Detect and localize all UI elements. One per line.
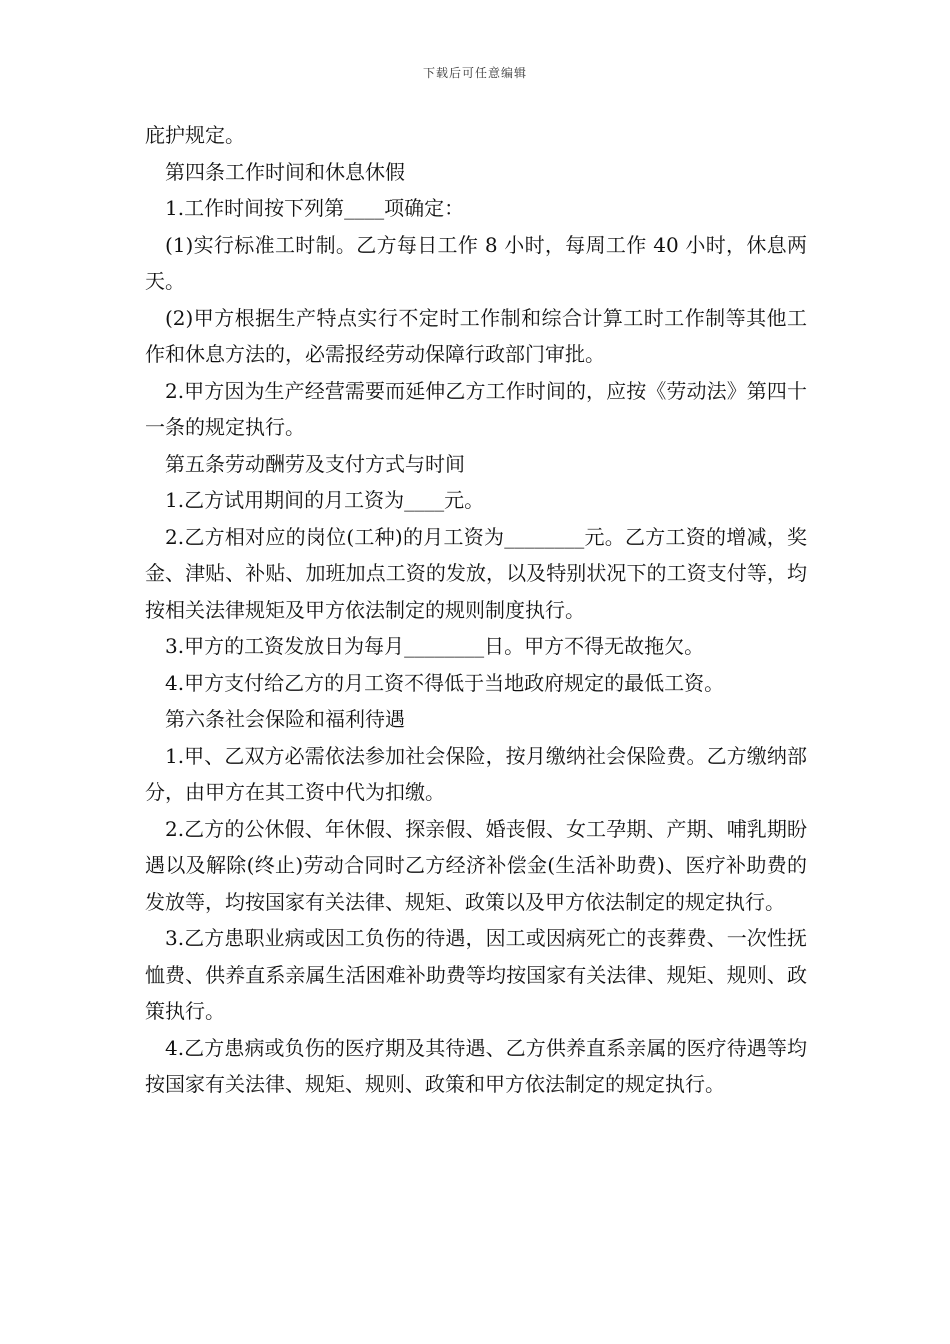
section-heading: 第五条劳动酬劳及支付方式与时间 bbox=[165, 451, 465, 476]
paragraph: 2.乙方相对应的岗位(工种)的月工资为________元。乙方工资的增减，奖金、津贴、补贴、加班加点工资的发放，以及特别状况下的工资支付等，均按相关法律规矩及甲方依法制定的规则制度执行。 bbox=[145, 524, 807, 622]
paragraph: 1.工作时间按下列第____项确定： bbox=[165, 196, 465, 220]
paragraph: (2)甲方根据生产特点实行不定时工作制和综合计算工时工作制等其他工作和休息方法的，必需报经劳动保障行政部门审批。 bbox=[145, 305, 807, 366]
section-heading: 第四条工作时间和休息休假 bbox=[165, 159, 405, 184]
paragraph: 3.乙方患职业病或因工负伤的待遇，因工或因病死亡的丧葬费、一次性抚恤费、供养直系亲属生活困难补助费等均按国家有关法律、规矩、规则、政策执行。 bbox=[145, 926, 807, 1023]
paragraph: 4.乙方患病或负伤的医疗期及其待遇、乙方供养直系亲属的医疗待遇等均按国家有关法律、规矩、规则、政策和甲方依法制定的规定执行。 bbox=[145, 1035, 807, 1096]
document-body bbox=[145, 117, 807, 1103]
paragraph: 1.甲、乙双方必需依法参加社会保险，按月缴纳社会保险费。乙方缴纳部分，由甲方在其工资中代为扣缴。 bbox=[145, 743, 807, 804]
paragraph: 3.甲方的工资发放日为每月________日。甲方不得无故拖欠。 bbox=[165, 634, 705, 658]
paragraph: 1.乙方试用期间的月工资为____元。 bbox=[165, 488, 485, 512]
paragraph: 2.甲方因为生产经营需要而延伸乙方工作时间的，应按《劳动法》第四十一条的规定执行。 bbox=[145, 378, 807, 439]
page-header: 下载后可任意编辑 bbox=[422, 66, 527, 80]
paragraph: (1)实行标准工时制。乙方每日工作 8 小时，每周工作 40 小时，休息两天。 bbox=[145, 232, 807, 293]
section-heading: 第六条社会保险和福利待遇 bbox=[165, 707, 405, 731]
paragraph: 4.甲方支付给乙方的月工资不得低于当地政府规定的最低工资。 bbox=[165, 670, 725, 695]
paragraph: 庇护规定。 bbox=[145, 123, 245, 147]
paragraph: 2.乙方的公休假、年休假、探亲假、婚丧假、女工孕期、产期、哺乳期盼遇以及解除(终止)劳动合同时乙方经济补偿金(生活补助费)、医疗补助费的发放等，均按国家有关法律、规矩、政策以及甲方依法制定的规定执行。 bbox=[145, 816, 807, 914]
